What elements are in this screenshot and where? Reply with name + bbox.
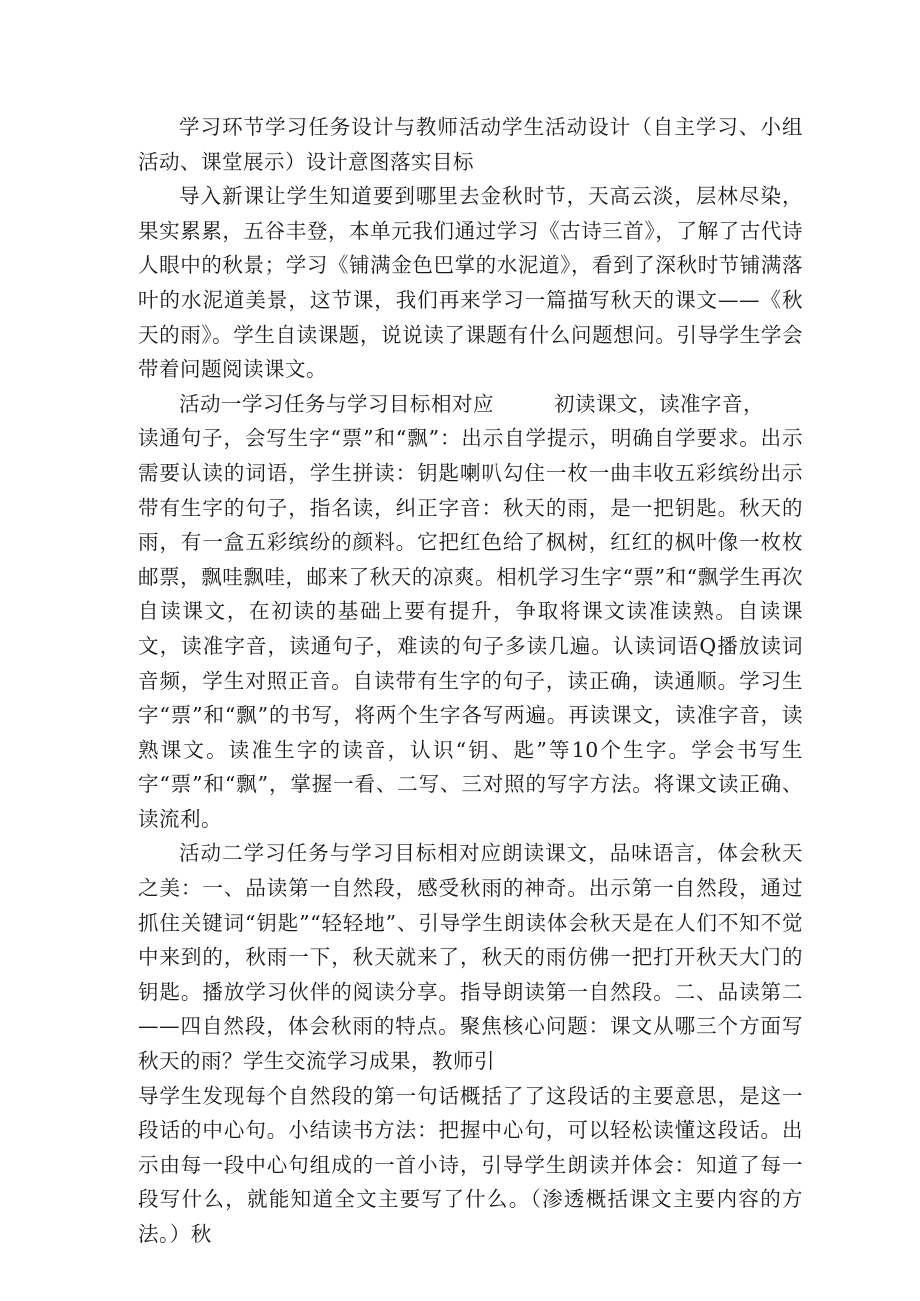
paragraph-continuation: 导学生发现每个自然段的第一句话概括了了这段话的主要意思，是这一段话的中心句。小结读书方法：把握中心句，可以轻松读懂这段话。出示由每一段中心句组成的一首小诗，引导学生朗读并体会：知道了每一段写什么，就能知道全文主要写了什么。（渗透概括课文主要内容的方法。）秋 (138, 1083, 803, 1246)
activity-one-lead: 活动一学习任务与学习目标相对应 (179, 391, 494, 416)
document-body (138, 110, 803, 1252)
paragraph-activity-one (138, 387, 803, 837)
activity-one-lead-tail: 初读课文，读准字音， (554, 391, 764, 416)
paragraph-heading: 学习环节学习任务设计与教师活动学生活动设计（自主学习、小组活动、课堂展示）设计意图落实目标 (138, 115, 803, 174)
activity-one-body: 读通句子，会写生字“票”和“飘”：出示自学提示，明确自学要求。出示需要认读的词语，学生拼读：钥匙喇叭勾住一枚一曲丰收五彩缤纷出示带有生字的句子，指名读，纠正字音：秋天的雨，是一把钥匙。秋天的雨，有一盒五彩缤纷的颜料。它把红色给了枫树，红红的枫叶像一枚枚邮票，飘哇飘哇，邮来了秋天的凉爽。相机学习生字“票”和“飘学生再次自读课文，在初读的基础上要有提升，争取将课文读准读熟。自读课文，读准字音，读通句子，难读的句子多读几遍。认读词语Q播放读词音频，学生对照正音。自读带有生字的句子，读正确，读通顺。学习生字“票”和“飘”的书写，将两个生字各写两遍。再读课文，读准字音，读熟课文。读准生字的读音，认识“钥、匙”等10个生字。学会书写生字“票”和“飘”，掌握一看、二写、三对照的写字方法。将课文读正确、读流利。 (138, 426, 803, 831)
paragraph-activity-two: 活动二学习任务与学习目标相对应朗读课文，品味语言，体会秋天之美：一、品读第一自然段，感受秋雨的神奇。出示第一自然段，通过抓住关键词“钥匙”“轻轻地”、引导学生朗读体会秋天是在人们不知不觉中来到的，秋雨一下，秋天就来了，秋天的雨仿佛一把打开秋天大门的钥匙。播放学习伙伴的阅读分享。指导朗读第一自然段。二、品读第二——四自然段，体会秋雨的特点。聚焦核心问题：课文从哪三个方面写秋天的雨？学生交流学习成果，教师引 (138, 841, 803, 1074)
paragraph-introduction: 导入新课让学生知道要到哪里去金秋时节，天高云淡，层林尽染，果实累累，五谷丰登，本单元我们通过学习《古诗三首》，了解了古代诗人眼中的秋景；学习《铺满金色巴掌的水泥道》，看到了深秋时节铺满落叶的水泥道美景，这节课，我们再来学习一篇描写秋天的课文——《秋天的雨》。学生自读课题，说说读了课题有什么问题想问。引导学生学会带着问题阅读课文。 (138, 184, 803, 382)
